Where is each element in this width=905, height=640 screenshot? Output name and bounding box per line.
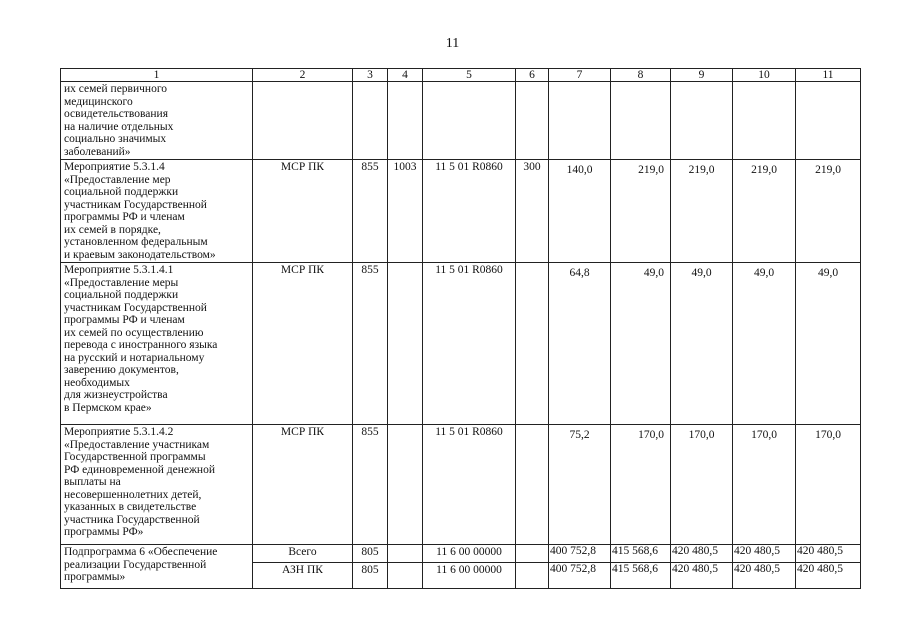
csr-cell: 11 6 00 00000 (423, 545, 516, 563)
value-cell: 170,0 (611, 425, 671, 545)
rzpr-cell (388, 563, 423, 589)
grbs-cell: 855 (353, 425, 388, 545)
column-number: 5 (423, 69, 516, 82)
rzpr-cell (388, 545, 423, 563)
page-number: 11 (445, 36, 460, 51)
value-cell: 170,0 (671, 425, 733, 545)
value-cell (611, 82, 671, 160)
value-cell: 420 480,5 (796, 563, 861, 589)
measure-name: Мероприятие 5.3.1.4.1 «Предоставление меры социальной поддержки участникам Государственной программы РФ и членам их семей по осуществлению перевода с иностранного языка на русский и нотариальному заверению документов, необходимых для жизнеустройства в Пермском крае» (61, 263, 253, 425)
value-cell: 64,8 (549, 263, 611, 425)
column-number: 3 (353, 69, 388, 82)
column-number: 10 (733, 69, 796, 82)
value-cell: 219,0 (611, 160, 671, 263)
value-cell: 420 480,5 (796, 545, 861, 563)
value-cell (671, 82, 733, 160)
column-number: 6 (516, 69, 549, 82)
value-cell (549, 82, 611, 160)
vr-cell (516, 82, 549, 160)
value-cell: 49,0 (733, 263, 796, 425)
table-row (61, 82, 861, 160)
grbs-cell: 805 (353, 545, 388, 563)
executor-cell: МСР ПК (253, 425, 353, 545)
value-cell: 140,0 (549, 160, 611, 263)
column-number: 4 (388, 69, 423, 82)
measure-name: их семей первичного медицинского освидетельствования на наличие отдельных социально значимых заболеваний» (61, 82, 253, 160)
value-cell: 49,0 (611, 263, 671, 425)
vr-cell (516, 263, 549, 425)
column-number: 1 (61, 69, 253, 82)
value-cell: 420 480,5 (733, 545, 796, 563)
csr-cell: 11 5 01 R0860 (423, 160, 516, 263)
rzpr-cell (388, 263, 423, 425)
value-cell: 49,0 (671, 263, 733, 425)
executor-cell (253, 82, 353, 160)
column-number: 9 (671, 69, 733, 82)
csr-cell: 11 5 01 R0860 (423, 425, 516, 545)
table-row (61, 160, 861, 263)
executor-cell: АЗН ПК (253, 563, 353, 589)
value-cell: 170,0 (796, 425, 861, 545)
executor-cell: Всего (253, 545, 353, 563)
table-row (61, 425, 861, 545)
value-cell: 415 568,6 (611, 545, 671, 563)
value-cell: 400 752,8 (549, 545, 611, 563)
grbs-cell: 855 (353, 160, 388, 263)
column-number-row (61, 69, 861, 82)
csr-cell (423, 82, 516, 160)
column-number: 2 (253, 69, 353, 82)
subprogram-name: Подпрограмма 6 «Обеспечение реализации Государственной программы» (61, 545, 253, 589)
value-cell: 420 480,5 (733, 563, 796, 589)
rzpr-cell (388, 82, 423, 160)
grbs-cell: 855 (353, 263, 388, 425)
csr-cell: 11 5 01 R0860 (423, 263, 516, 425)
value-cell: 219,0 (671, 160, 733, 263)
value-cell: 415 568,6 (611, 563, 671, 589)
value-cell: 219,0 (733, 160, 796, 263)
measure-name: Мероприятие 5.3.1.4 «Предоставление мер социальной поддержки участникам Государственной программы РФ и членам их семей в порядке, установленном федеральным и краевым законодательством» (61, 160, 253, 263)
value-cell: 420 480,5 (671, 545, 733, 563)
table-row (61, 263, 861, 425)
vr-cell (516, 563, 549, 589)
measure-name: Мероприятие 5.3.1.4.2 «Предоставление участникам Государственной программы РФ единовременной денежной выплаты на несовершеннолетних детей, указанных в свидетельстве участника Государственной программы РФ» (61, 425, 253, 545)
budget-table (60, 68, 861, 589)
value-cell: 420 480,5 (671, 563, 733, 589)
value-cell: 49,0 (796, 263, 861, 425)
column-number: 11 (796, 69, 861, 82)
grbs-cell: 805 (353, 563, 388, 589)
column-number: 8 (611, 69, 671, 82)
value-cell: 219,0 (796, 160, 861, 263)
vr-cell (516, 425, 549, 545)
executor-cell: МСР ПК (253, 160, 353, 263)
grbs-cell (353, 82, 388, 160)
vr-cell (516, 545, 549, 563)
table-row (61, 545, 861, 563)
executor-cell: МСР ПК (253, 263, 353, 425)
value-cell: 170,0 (733, 425, 796, 545)
value-cell: 400 752,8 (549, 563, 611, 589)
csr-cell: 11 6 00 00000 (423, 563, 516, 589)
vr-cell: 300 (516, 160, 549, 263)
rzpr-cell: 1003 (388, 160, 423, 263)
column-number: 7 (549, 69, 611, 82)
value-cell (796, 82, 861, 160)
rzpr-cell (388, 425, 423, 545)
value-cell: 75,2 (549, 425, 611, 545)
value-cell (733, 82, 796, 160)
